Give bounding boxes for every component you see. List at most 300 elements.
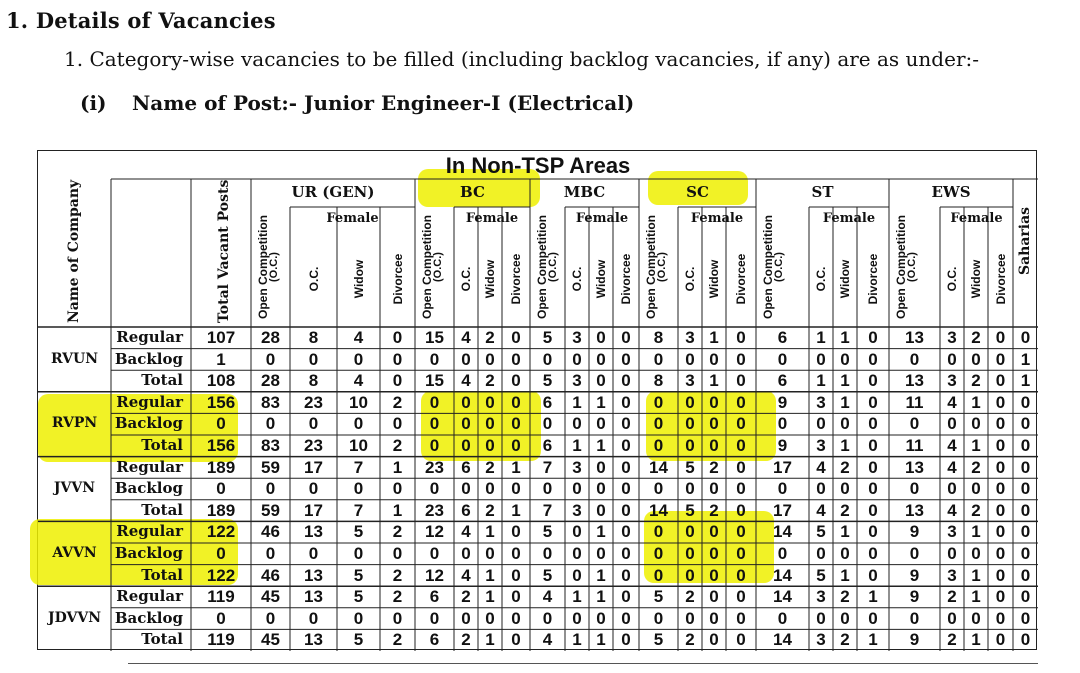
table-cell: 17 — [773, 500, 792, 520]
table-cell: 13 — [304, 587, 323, 607]
female-sub-header: Widow — [483, 259, 497, 299]
table-cell: 0 — [971, 544, 981, 563]
table-cell: 0 — [1020, 328, 1031, 347]
table-cell: 2 — [685, 587, 695, 607]
table-cell: 7 — [542, 457, 553, 477]
table-cell: 1 — [816, 371, 826, 391]
table-cell: 0 — [572, 608, 582, 628]
table-cell: 1 — [971, 522, 981, 542]
table-cell: 1 — [511, 457, 521, 477]
table-cell: 0 — [1020, 457, 1031, 477]
table-cell: 0 — [709, 414, 719, 434]
table-cell: 1 — [868, 630, 878, 650]
table-cell: 0 — [511, 587, 521, 607]
open-competition-header — [536, 211, 559, 323]
table-cell: 0 — [909, 608, 920, 628]
table-cell: 0 — [485, 414, 495, 434]
table-cell: 0 — [947, 414, 957, 434]
female-sub-header: Divorcee — [390, 253, 405, 305]
table-cell: 0 — [736, 608, 746, 628]
table-cell: 10 — [349, 436, 368, 455]
table-cell: 3 — [816, 436, 826, 455]
table-cell: 0 — [621, 414, 631, 434]
female-sub-header: O.C. — [814, 266, 828, 292]
table-cell: 45 — [261, 630, 280, 650]
table-cell: 5 — [685, 457, 695, 477]
table-cell: 83 — [261, 436, 280, 455]
table-cell: 0 — [995, 436, 1006, 455]
table-cell: 0 — [709, 608, 719, 628]
table-cell: 0 — [1020, 392, 1031, 412]
table-cell: 0 — [265, 349, 276, 369]
table-cell: 5 — [353, 565, 364, 585]
table-cell: 0 — [511, 436, 521, 455]
table-cell: 0 — [816, 608, 826, 628]
table-cell: 0 — [621, 544, 631, 563]
table-cell: 1 — [511, 500, 521, 520]
table-cell: 2 — [392, 392, 403, 412]
table-cell: 189 — [206, 457, 236, 477]
table-cell: 0 — [816, 479, 826, 499]
table-cell: 0 — [596, 608, 606, 628]
table-cell: 2 — [971, 371, 981, 391]
oc-label: (O.C.) — [547, 252, 559, 282]
table-cell: 2 — [709, 457, 719, 477]
table-title: In Non-TSP Areas — [445, 153, 631, 178]
table-cell: 0 — [736, 328, 746, 347]
row-type-label: Regular — [116, 457, 183, 476]
table-cell: 4 — [461, 522, 471, 542]
table-cell: 0 — [868, 436, 878, 455]
table-cell: 0 — [840, 414, 850, 434]
female-header: Female — [326, 211, 379, 226]
table-cell: 1 — [709, 371, 719, 391]
table-cell: 0 — [777, 479, 788, 499]
table-cell: 3 — [816, 587, 826, 607]
table-cell: 1 — [971, 587, 981, 607]
table-cell: 1 — [971, 392, 981, 412]
table-cell: 59 — [261, 500, 280, 520]
table-cell: 0 — [971, 414, 981, 434]
table-cell: 2 — [840, 500, 850, 520]
open-competition-label: Open Competition — [894, 215, 908, 319]
row-type-label: Total — [141, 565, 183, 584]
table-cell: 0 — [971, 349, 981, 369]
table-cell: 0 — [736, 479, 746, 499]
table-cell: 0 — [461, 436, 471, 455]
row-type-label: Total — [141, 630, 183, 649]
table-cell: 2 — [971, 457, 981, 477]
table-cell: 0 — [653, 544, 664, 563]
table-cell: 0 — [1020, 608, 1031, 628]
table-cell: 1 — [1020, 349, 1031, 369]
table-cell: 0 — [511, 328, 521, 347]
table-cell: 14 — [773, 565, 792, 585]
table-cell: 0 — [709, 436, 719, 455]
table-cell: 46 — [261, 565, 280, 585]
table-cell: 0 — [868, 544, 878, 563]
table-cell: 4 — [461, 328, 471, 347]
table-cell: 0 — [685, 479, 695, 499]
table-cell: 5 — [353, 522, 364, 542]
table-cell: 1 — [216, 349, 226, 369]
table-cell: 0 — [621, 587, 631, 607]
open-competition-header — [895, 211, 918, 323]
female-header: Female — [690, 211, 744, 226]
table-cell: 5 — [542, 522, 553, 542]
table-cell: 0 — [868, 479, 878, 499]
total-vacant-posts-header: Total Vacant Posts — [216, 179, 232, 323]
table-cell: 2 — [947, 630, 957, 650]
table-cell: 9 — [909, 565, 920, 585]
table-cell: 0 — [1020, 500, 1031, 520]
table-cell: 0 — [653, 565, 664, 585]
table-cell: 0 — [653, 436, 664, 455]
table-cell: 0 — [596, 479, 606, 499]
table-cell: 0 — [265, 414, 276, 434]
oc-label: (O.C.) — [656, 252, 668, 282]
table-cell: 2 — [947, 587, 957, 607]
table-cell: 15 — [425, 328, 444, 347]
table-cell: 1 — [596, 565, 606, 585]
table-cell: 0 — [621, 565, 631, 585]
table-cell: 1 — [1020, 371, 1031, 391]
table-cell: 0 — [511, 392, 521, 412]
table-cell: 0 — [392, 544, 403, 563]
table-cell: 3 — [572, 457, 582, 477]
table-cell: 11 — [905, 436, 924, 455]
table-cell: 0 — [429, 544, 440, 563]
table-cell: 1 — [596, 630, 606, 650]
table-cell: 13 — [304, 565, 323, 585]
table-cell: 0 — [709, 349, 719, 369]
table-cell: 13 — [905, 328, 924, 347]
table-cell: 0 — [429, 436, 440, 455]
table-cell: 0 — [621, 392, 631, 412]
table-cell: 122 — [206, 522, 236, 542]
table-cell: 17 — [304, 500, 323, 520]
company-name: RVPN — [51, 415, 98, 432]
table-cell: 6 — [461, 457, 471, 477]
table-cell: 0 — [736, 414, 746, 434]
table-cell: 0 — [308, 349, 319, 369]
table-cell: 1 — [971, 565, 981, 585]
table-cell: 156 — [206, 436, 236, 455]
table-cell: 28 — [261, 371, 280, 391]
table-cell: 1 — [392, 500, 403, 520]
row-type-label: Backlog — [114, 414, 183, 433]
table-cell: 0 — [685, 544, 695, 563]
table-cell: 0 — [596, 457, 606, 477]
table-cell: 0 — [995, 457, 1006, 477]
table-cell: 9 — [909, 522, 920, 542]
table-cell: 1 — [840, 392, 850, 412]
table-cell: 1 — [572, 587, 582, 607]
table-cell: 0 — [868, 608, 878, 628]
row-type-label: Total — [141, 500, 183, 519]
table-cell: 0 — [653, 392, 664, 412]
table-cell: 0 — [596, 414, 606, 434]
table-cell: 0 — [685, 349, 695, 369]
table-cell: 1 — [596, 436, 606, 455]
table-cell: 0 — [511, 565, 521, 585]
table-cell: 1 — [840, 436, 850, 455]
table-cell: 0 — [353, 544, 364, 563]
open-competition-header — [762, 211, 785, 323]
table-cell: 0 — [485, 436, 495, 455]
table-cell: 1 — [840, 522, 850, 542]
table-cell: 0 — [868, 522, 878, 542]
female-sub-header: Divorcee — [866, 253, 880, 305]
table-cell: 0 — [429, 349, 440, 369]
table-cell: 0 — [1020, 565, 1031, 585]
table-cell: 0 — [308, 544, 319, 563]
table-cell: 0 — [511, 608, 521, 628]
oc-label: (O.C.) — [906, 252, 918, 282]
table-cell: 4 — [542, 630, 553, 650]
table-cell: 3 — [947, 522, 957, 542]
table-cell: 0 — [947, 349, 957, 369]
table-cell: 0 — [542, 544, 553, 563]
table-cell: 1 — [572, 392, 582, 412]
intro-paragraph: 1. Category-wise vacancies to be filled (including backlog vacancies, if any) are as under:- — [64, 47, 979, 71]
table-cell: 2 — [461, 630, 471, 650]
table-cell: 0 — [621, 328, 631, 347]
table-cell: 9 — [777, 392, 788, 412]
table-cell: 0 — [653, 522, 664, 542]
company-name: JVVN — [53, 480, 96, 497]
row-type-label: Backlog — [114, 349, 183, 368]
table-cell: 0 — [709, 630, 719, 650]
female-sub-header: O.C. — [306, 266, 321, 292]
table-cell: 6 — [542, 436, 553, 455]
oc-label: (O.C.) — [773, 252, 785, 282]
table-cell: 0 — [868, 371, 878, 391]
table-cell: 5 — [353, 587, 364, 607]
open-competition-label: Open Competition — [256, 215, 270, 319]
table-cell: 0 — [995, 608, 1006, 628]
table-cell: 1 — [485, 587, 495, 607]
table-cell: 4 — [542, 587, 553, 607]
table-cell: 5 — [542, 565, 553, 585]
company-name: AVVN — [52, 545, 97, 561]
table-cell: 0 — [392, 328, 403, 347]
table-cell: 0 — [736, 392, 746, 412]
table-cell: 2 — [840, 587, 850, 607]
table-cell: 0 — [995, 414, 1006, 434]
table-cell: 6 — [777, 371, 788, 391]
table-cell: 119 — [207, 630, 235, 650]
table-cell: 0 — [511, 414, 521, 434]
table-cell: 0 — [542, 479, 553, 499]
group-header-urgen: UR (GEN) — [291, 183, 375, 201]
female-sub-header: O.C. — [945, 266, 959, 292]
table-cell: 0 — [265, 544, 276, 563]
table-cell: 0 — [621, 479, 631, 499]
female-sub-header: Divorcee — [993, 253, 1008, 305]
female-sub-header: Divorcee — [509, 253, 523, 305]
table-cell: 0 — [621, 630, 631, 650]
row-type-label: Regular — [116, 328, 183, 346]
vacancy-table — [37, 150, 1037, 650]
table-cell: 0 — [392, 479, 403, 499]
female-sub-header: Widow — [838, 259, 852, 299]
table-cell: 0 — [709, 587, 719, 607]
table-cell: 2 — [392, 630, 403, 650]
table-cell: 0 — [1020, 436, 1031, 455]
female-sub-header: O.C. — [683, 266, 697, 292]
table-cell: 4 — [353, 371, 364, 391]
table-cell: 1 — [596, 587, 606, 607]
table-cell: 14 — [773, 587, 792, 607]
table-cell: 0 — [868, 328, 878, 347]
table-cell: 23 — [304, 392, 323, 412]
table-cell: 189 — [206, 500, 236, 520]
table-cell: 0 — [1020, 522, 1031, 542]
group-header-mbc: MBC — [563, 183, 606, 201]
table-cell: 0 — [868, 349, 878, 369]
table-cell: 14 — [649, 457, 668, 477]
table-cell: 0 — [971, 479, 981, 499]
table-cell: 0 — [736, 371, 746, 391]
table-cell: 0 — [1020, 587, 1031, 607]
open-competition-label: Open Competition — [644, 215, 658, 319]
table-cell: 0 — [995, 630, 1006, 650]
group-header-sc: SC — [686, 183, 709, 201]
table-cell: 0 — [653, 349, 664, 369]
row-type-label: Regular — [116, 522, 183, 541]
table-cell: 0 — [572, 479, 582, 499]
table-cell: 9 — [777, 436, 788, 455]
table-cell: 0 — [736, 587, 746, 607]
table-cell: 0 — [995, 371, 1006, 391]
table-cell: 0 — [353, 608, 364, 628]
table-cell: 1 — [485, 522, 495, 542]
table-cell: 3 — [572, 371, 582, 391]
table-cell: 0 — [511, 479, 521, 499]
table-cell: 17 — [304, 457, 323, 477]
table-cell: 0 — [429, 414, 440, 434]
female-header: Female — [575, 211, 629, 226]
table-cell: 1 — [840, 328, 850, 347]
table-cell: 45 — [261, 587, 280, 607]
table-cell: 4 — [461, 371, 471, 391]
table-cell: 0 — [596, 544, 606, 563]
table-cell: 0 — [777, 414, 788, 434]
saharias-header: Saharias — [1017, 206, 1033, 276]
table-cell: 0 — [216, 608, 226, 628]
post-title: Name of Post:- Junior Engineer-I (Electrical) — [132, 91, 635, 115]
table-cell: 0 — [216, 414, 226, 434]
table-cell: 0 — [685, 608, 695, 628]
table-cell: 0 — [216, 479, 226, 499]
table-cell: 0 — [995, 349, 1006, 369]
oc-label: (O.C.) — [268, 252, 280, 282]
table-cell: 2 — [461, 587, 471, 607]
female-sub-header: O.C. — [570, 266, 584, 292]
table-cell: 23 — [425, 500, 444, 520]
table-cell: 0 — [485, 608, 495, 628]
table-cell: 4 — [816, 500, 826, 520]
table-cell: 1 — [485, 565, 495, 585]
table-cell: 0 — [216, 544, 226, 563]
footer-rule — [128, 663, 1038, 664]
table-cell: 5 — [542, 328, 553, 347]
open-competition-label: Open Competition — [535, 215, 549, 319]
table-cell: 8 — [308, 328, 319, 347]
table-cell: 0 — [736, 457, 746, 477]
table-cell: 14 — [649, 500, 668, 520]
table-cell: 0 — [868, 414, 878, 434]
table-cell: 0 — [995, 328, 1006, 347]
table-cell: 0 — [995, 522, 1006, 542]
table-cell: 0 — [621, 608, 631, 628]
table-cell: 2 — [709, 500, 719, 520]
table-cell: 11 — [905, 392, 924, 412]
table-cell: 0 — [736, 349, 746, 369]
table-cell: 0 — [947, 479, 957, 499]
table-cell: 1 — [485, 630, 495, 650]
table-cell: 0 — [461, 608, 471, 628]
table-cell: 0 — [353, 349, 364, 369]
table-cell: 0 — [621, 522, 631, 542]
table-cell: 0 — [511, 630, 521, 650]
table-cell: 0 — [353, 414, 364, 434]
table-cell: 0 — [572, 522, 582, 542]
table-cell: 1 — [709, 328, 719, 347]
table-cell: 0 — [868, 392, 878, 412]
table-cell: 14 — [773, 630, 792, 650]
table-cell: 0 — [653, 608, 664, 628]
row-type-label: Regular — [116, 392, 183, 411]
table-cell: 0 — [596, 328, 606, 347]
table-cell: 2 — [485, 500, 495, 520]
table-cell: 0 — [909, 414, 920, 434]
table-cell: 5 — [816, 565, 826, 585]
table-cell: 0 — [995, 544, 1006, 563]
table-cell: 6 — [429, 630, 440, 650]
table-cell: 1 — [971, 436, 981, 455]
table-cell: 0 — [429, 479, 440, 499]
table-cell: 6 — [542, 392, 553, 412]
table-cell: 0 — [816, 414, 826, 434]
table-cell: 1 — [572, 630, 582, 650]
table-cell: 0 — [461, 392, 471, 412]
table-cell: 3 — [816, 392, 826, 412]
table-cell: 0 — [777, 608, 788, 628]
table-cell: 0 — [709, 544, 719, 563]
table-cell: 0 — [995, 587, 1006, 607]
table-cell: 0 — [709, 565, 719, 585]
company-column-header: Name of Company — [66, 179, 82, 323]
open-competition-label: Open Competition — [420, 215, 434, 319]
table-cell: 17 — [773, 457, 792, 477]
section-heading: 1. Details of Vacancies — [6, 8, 276, 33]
table-cell: 14 — [773, 522, 792, 542]
open-competition-header — [421, 211, 444, 323]
table-cell: 8 — [653, 328, 664, 347]
table-cell: 0 — [429, 608, 440, 628]
table-cell: 0 — [572, 544, 582, 563]
table-cell: 23 — [425, 457, 444, 477]
table-cell: 0 — [868, 457, 878, 477]
table-cell: 0 — [840, 349, 850, 369]
table-cell: 0 — [868, 500, 878, 520]
table-cell: 0 — [542, 349, 553, 369]
table-cell: 2 — [392, 587, 403, 607]
table-cell: 0 — [736, 436, 746, 455]
table-cell: 0 — [736, 565, 746, 585]
